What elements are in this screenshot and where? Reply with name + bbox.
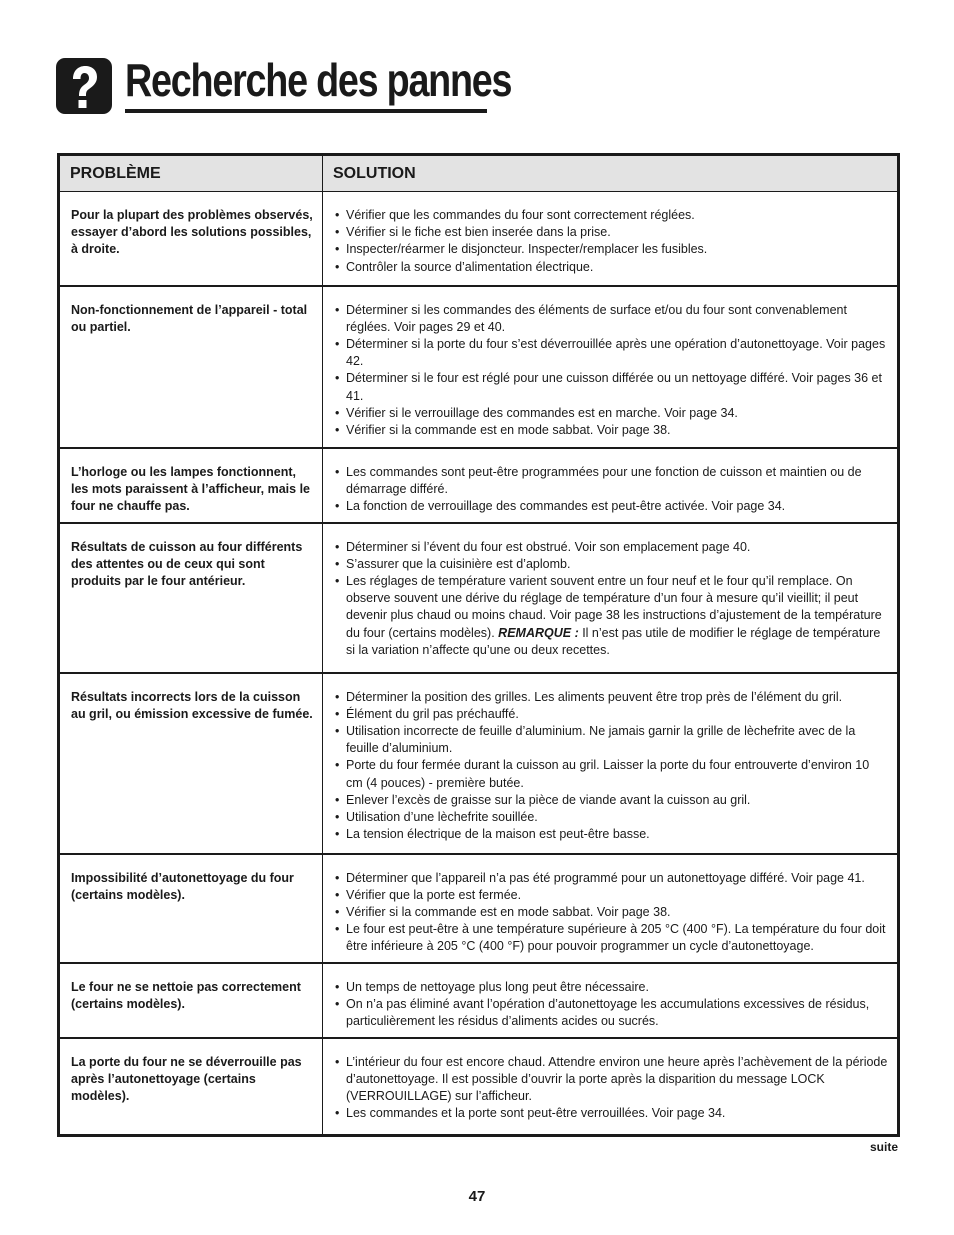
table-row <box>59 1038 899 1136</box>
solution-item: • Vérifier si le fiche est bien inserée dans la prise. <box>335 224 889 241</box>
solution-list <box>335 1054 889 1123</box>
problem-cell: Le four ne se nettoie pas correctement (certains modèles). <box>59 963 323 1038</box>
page-header <box>56 54 512 114</box>
solution-item: • Un temps de nettoyage plus long peut être nécessaire. <box>335 979 889 996</box>
solution-item: • Utilisation incorrecte de feuille d’aluminium. Ne jamais garnir la grille de lèchefrite avec de la feuille d’aluminium. <box>335 723 889 757</box>
remark-text: Il n’est pas utile de modifier le réglage de température si la variation n’affecte qu’une ou deux recettes. <box>346 625 881 657</box>
solution-item: • Déterminer la position des grilles. Les aliments peuvent être trop près de l’élément du gril. <box>335 689 889 706</box>
table-row <box>59 854 899 963</box>
solution-list <box>335 689 889 844</box>
solution-item: • Vérifier si la commande est en mode sabbat. Voir page 38. <box>335 904 889 921</box>
solution-item: • On n’a pas éliminé avant l’opération d’autonettoyage les accumulations excessives de résidus, particulièrement les résidus d’aliments acides ou sucrés. <box>335 996 889 1030</box>
solution-item: • Vérifier si le verrouillage des commandes est en marche. Voir page 34. <box>335 405 889 422</box>
solution-cell <box>323 1038 899 1136</box>
table-row <box>59 448 899 523</box>
solution-list <box>335 979 889 1031</box>
solution-cell <box>323 192 899 286</box>
solution-list <box>335 207 889 276</box>
solution-item <box>335 573 889 659</box>
table-row <box>59 963 899 1038</box>
page-number: 47 <box>468 1188 486 1205</box>
solution-item: • Les commandes et la porte sont peut-être verrouillées. Voir page 34. <box>335 1105 889 1122</box>
remark-label: REMARQUE : <box>498 625 579 640</box>
title-underline <box>125 109 487 113</box>
solution-item: • S’assurer que la cuisinière est d’aplomb. <box>335 556 889 573</box>
solution-list <box>335 539 889 659</box>
solution-cell <box>323 448 899 523</box>
continued-label: suite <box>869 1140 898 1154</box>
solution-item: • Vérifier si la commande est en mode sabbat. Voir page 38. <box>335 422 889 439</box>
solution-item: • La tension électrique de la maison est peut-être basse. <box>335 826 889 843</box>
solution-list <box>335 464 889 516</box>
troubleshooting-table <box>57 153 900 1137</box>
problem-cell: Résultats incorrects lors de la cuisson au gril, ou émission excessive de fumée. <box>59 673 323 854</box>
solution-item: • La fonction de verrouillage des commandes est peut-être activée. Voir page 34. <box>335 498 889 515</box>
table-row <box>59 286 899 448</box>
solution-list <box>335 302 889 440</box>
solution-item: • Vérifier que les commandes du four sont correctement réglées. <box>335 207 889 224</box>
solution-item: • Enlever l’excès de graisse sur la pièce de viande avant la cuisson au gril. <box>335 792 889 809</box>
solution-item: • Inspecter/réarmer le disjoncteur. Inspecter/remplacer les fusibles. <box>335 241 889 258</box>
solution-cell <box>323 673 899 854</box>
solution-item: • L’intérieur du four est encore chaud. Attendre environ une heure après l’achèvement de la période d’autonettoyage. Il est possible d’ouvrir la porte après la disparition du message LOCK (VERROUILLAGE) sur l’afficheur. <box>335 1054 889 1106</box>
solution-column-header: SOLUTION <box>323 155 899 192</box>
solution-item-text: Les réglages de température varient souvent entre un four neuf et le four qu’il remplace. On observe souvent une dérive du réglage de température d’un four à mesure qu’il vieillit; il peut devenir plus chaud ou moins chaud. Voir page 38 les instructions d’ajustement de la température du four (certains modèles). <box>346 573 882 640</box>
table-row <box>59 673 899 854</box>
solution-item: • Élément du gril pas préchauffé. <box>335 706 889 723</box>
problem-cell: Résultats de cuisson au four différents des attentes ou de ceux qui sont produits par le four antérieur. <box>59 523 323 673</box>
table-row <box>59 192 899 286</box>
table-row <box>59 523 899 673</box>
problem-cell: Impossibilité d’autonettoyage du four (certains modèles). <box>59 854 323 963</box>
problem-cell: L’horloge ou les lampes fonctionnent, les mots paraissent à l’afficheur, mais le four ne chauffe pas. <box>59 448 323 523</box>
problem-cell: Pour la plupart des problèmes observés, essayer d’abord les solutions possibles, à droite. <box>59 192 323 286</box>
solution-item: • Vérifier que la porte est fermée. <box>335 887 889 904</box>
solution-cell <box>323 286 899 448</box>
solution-item: • Déterminer si le four est réglé pour une cuisson différée ou un nettoyage différé. Voir pages 36 et 41. <box>335 370 889 404</box>
solution-item: • Contrôler la source d’alimentation électrique. <box>335 259 889 276</box>
question-mark-icon <box>56 58 112 114</box>
solution-item: • Les commandes sont peut-être programmées pour une fonction de cuisson et maintien ou de démarrage différé. <box>335 464 889 498</box>
solution-item: • Utilisation d’une lèchefrite souillée. <box>335 809 889 826</box>
solution-cell <box>323 854 899 963</box>
solution-item: • Porte du four fermée durant la cuisson au gril. Laisser la porte du four entrouverte d’environ 10 cm (4 pouces) - première butée. <box>335 757 889 791</box>
solution-cell <box>323 963 899 1038</box>
solution-item: • Déterminer que l’appareil n’a pas été programmé pour un autonettoyage différé. Voir page 41. <box>335 870 889 887</box>
table-header-row <box>59 155 899 192</box>
problem-cell: Non-fonctionnement de l’appareil - total ou partiel. <box>59 286 323 448</box>
problem-cell: La porte du four ne se déverrouille pas après l’autonettoyage (certains modèles). <box>59 1038 323 1136</box>
solution-item: • Déterminer si les commandes des éléments de surface et/ou du four sont convenablement réglées. Voir pages 29 et 40. <box>335 302 889 336</box>
solution-item: • Déterminer si l’évent du four est obstrué. Voir son emplacement page 40. <box>335 539 889 556</box>
solution-list <box>335 870 889 956</box>
problem-column-header: PROBLÈME <box>59 155 323 192</box>
solution-cell <box>323 523 899 673</box>
page-title: Recherche des pannes <box>125 54 512 106</box>
solution-item: • Le four est peut-être à une température supérieure à 205 °C (400 °F). La température du four doit être inférieure à 205 °C (400 °F) pour pouvoir programmer un cycle d’autonettoyage. <box>335 921 889 955</box>
solution-item: • Déterminer si la porte du four s’est déverrouillée après une opération d’autonettoyage. Voir pages 42. <box>335 336 889 370</box>
